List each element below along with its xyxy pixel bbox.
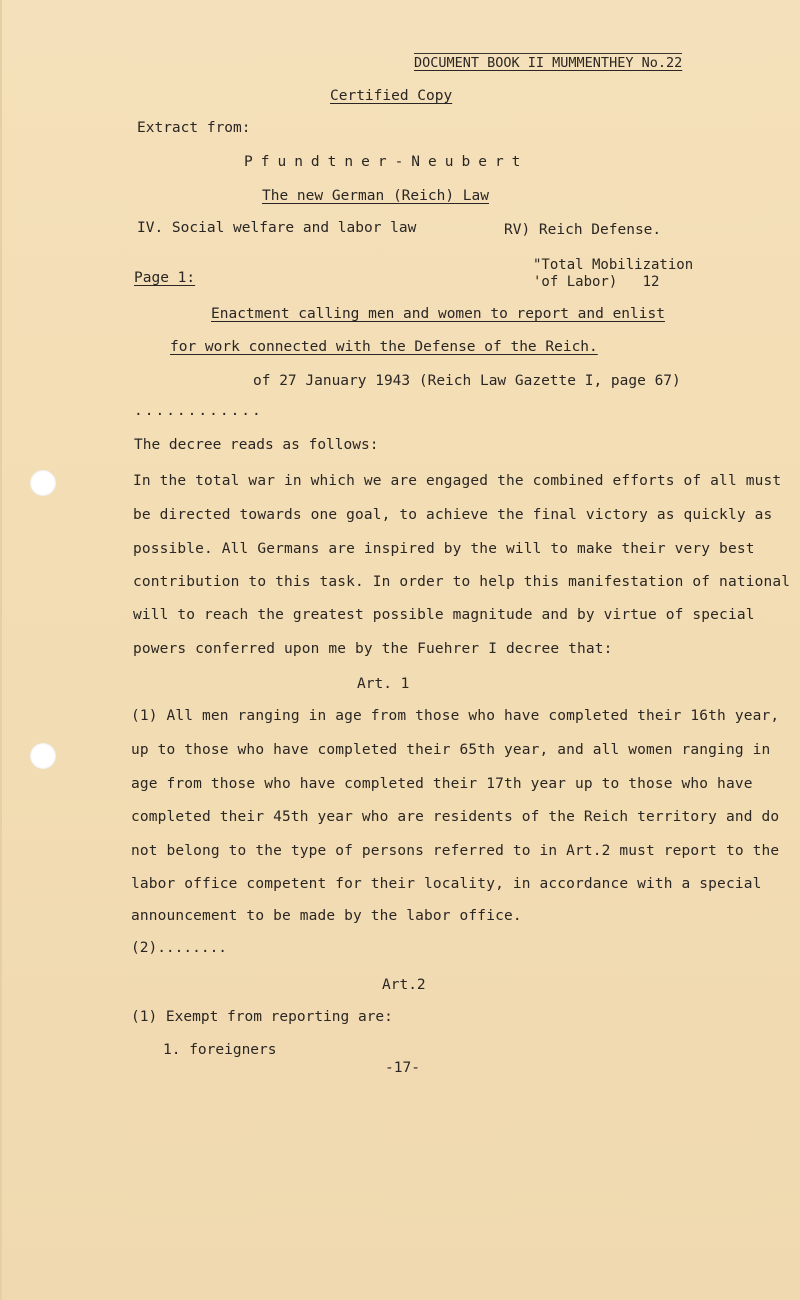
art1-heading: Art. 1 <box>357 676 410 692</box>
enactment-date: of 27 January 1943 (Reich Law Gazette I, page 67) <box>253 373 681 389</box>
art2-para1: (1) Exempt from reporting are: <box>131 1009 393 1025</box>
art1-line: not belong to the type of persons referred to in Art.2 must report to the <box>131 843 780 859</box>
page-edge <box>0 0 2 1300</box>
certified-copy: Certified Copy <box>330 88 453 104</box>
art1-line: up to those who have completed their 65th year, and all women ranging in <box>131 742 771 758</box>
enactment-title-1: Enactment calling men and women to report and enlist <box>211 306 665 322</box>
section-right: RV) Reich Defense. <box>504 222 662 238</box>
section-left: IV. Social welfare and labor law <box>137 220 417 236</box>
decree-intro: The decree reads as follows: <box>134 437 379 453</box>
art1-line: labor office competent for their locality, in accordance with a special <box>131 876 762 892</box>
page-number: -17- <box>385 1060 420 1076</box>
mobilization-line-1: "Total Mobilization <box>533 257 694 273</box>
art1-line: age from those who have completed their 17th year up to those who have <box>131 776 753 792</box>
art1-line: announcement to be made by the labor office. <box>131 908 522 924</box>
punch-hole-top <box>30 470 56 496</box>
art2-heading: Art.2 <box>382 977 426 993</box>
art1-line: (1) All men ranging in age from those who have completed their 16th year, <box>131 708 780 724</box>
page-label: Page 1: <box>134 270 196 286</box>
art1-para2: (2)........ <box>131 940 228 956</box>
art2-item1: 1. foreigners <box>163 1042 277 1058</box>
extract-from: Extract from: <box>137 120 251 136</box>
decree-line: In the total war in which we are engaged the combined efforts of all must <box>133 473 782 489</box>
punch-hole-bottom <box>30 743 56 769</box>
decree-line: possible. All Germans are inspired by the will to make their very best <box>133 541 755 557</box>
ellipsis: ............ <box>134 403 263 419</box>
decree-line: contribution to this task. In order to help this manifestation of national <box>133 574 791 590</box>
decree-line: powers conferred upon me by the Fuehrer I decree that: <box>133 641 613 657</box>
authors: Pfundtner-Neubert <box>244 154 529 170</box>
mobilization-line-2: 'of Labor) 12 <box>533 274 660 290</box>
document-number: DOCUMENT BOOK II MUMMENTHEY No.22 <box>414 55 683 71</box>
decree-line: will to reach the greatest possible magnitude and by virtue of special <box>133 607 755 623</box>
work-title: The new German (Reich) Law <box>262 188 489 204</box>
enactment-title-2: for work connected with the Defense of the Reich. <box>170 339 598 355</box>
decree-line: be directed towards one goal, to achieve the final victory as quickly as <box>133 507 773 523</box>
art1-line: completed their 45th year who are residents of the Reich territory and do <box>131 809 780 825</box>
